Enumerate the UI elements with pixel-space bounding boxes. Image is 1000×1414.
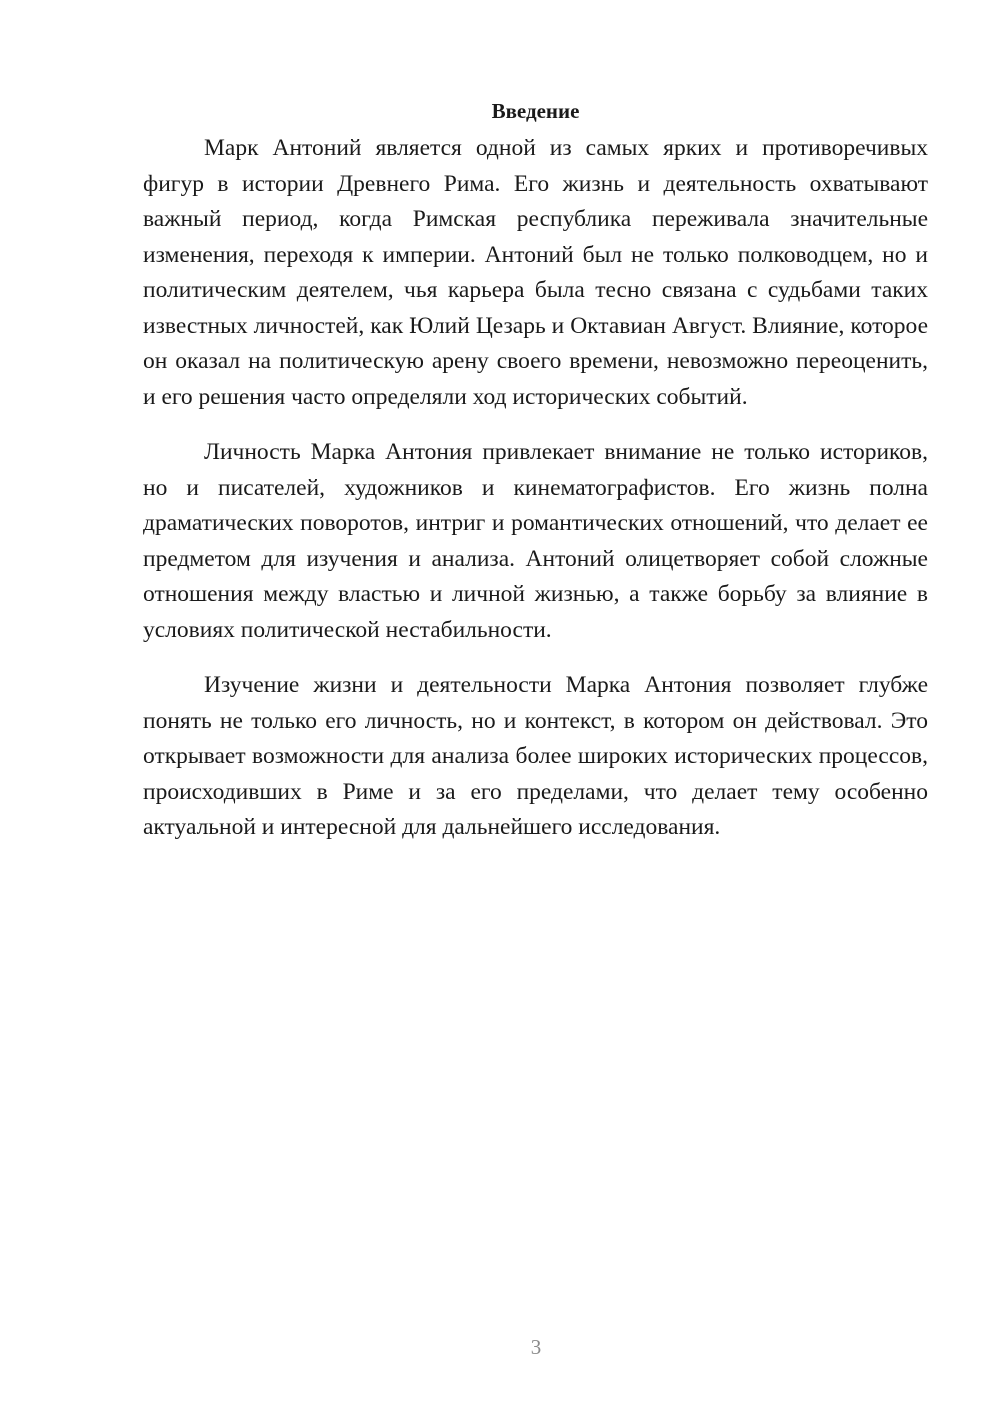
section-heading: Введение (491, 99, 580, 123)
page-content (143, 96, 928, 866)
page-number: 3 (530, 1335, 542, 1359)
paragraph-3: Изучение жизни и деятельности Марка Антония позволяет глубже понять не только его личность, но и контекст, в котором он действовал. Это открывает возможности для анализа более широких исторических процессов, происходивших в Риме и за его пределами, что делает тему особенно актуальной и интересной для дальнейшего исследования. (143, 672, 928, 840)
paragraph-2: Личность Марка Антония привлекает внимание не только историков, но и писателей, художников и кинематографистов. Его жизнь полна драматических поворотов, интриг и романтических отношений, что делает ее предметом для изучения и анализа. Антоний олицетворяет собой сложные отношения между властью и личной жизнью, а также борьбу за влияние в условиях политической нестабильности. (143, 439, 928, 643)
paragraph-1: Марк Антоний является одной из самых ярких и противоречивых фигур в истории Древнего Рима. Его жизнь и деятельность охватывают важный период, когда Римская республика переживала значительные изменения, переходя к империи. Антоний был не только полководцем, но и политическим деятелем, чья карьера была тесно связана с судьбами таких известных личностей, как Юлий Цезарь и Октавиан Август. Влияние, которое он оказал на политическую арену своего времени, невозможно переоценить, и его решения часто определяли ход исторических событий. (143, 135, 928, 410)
